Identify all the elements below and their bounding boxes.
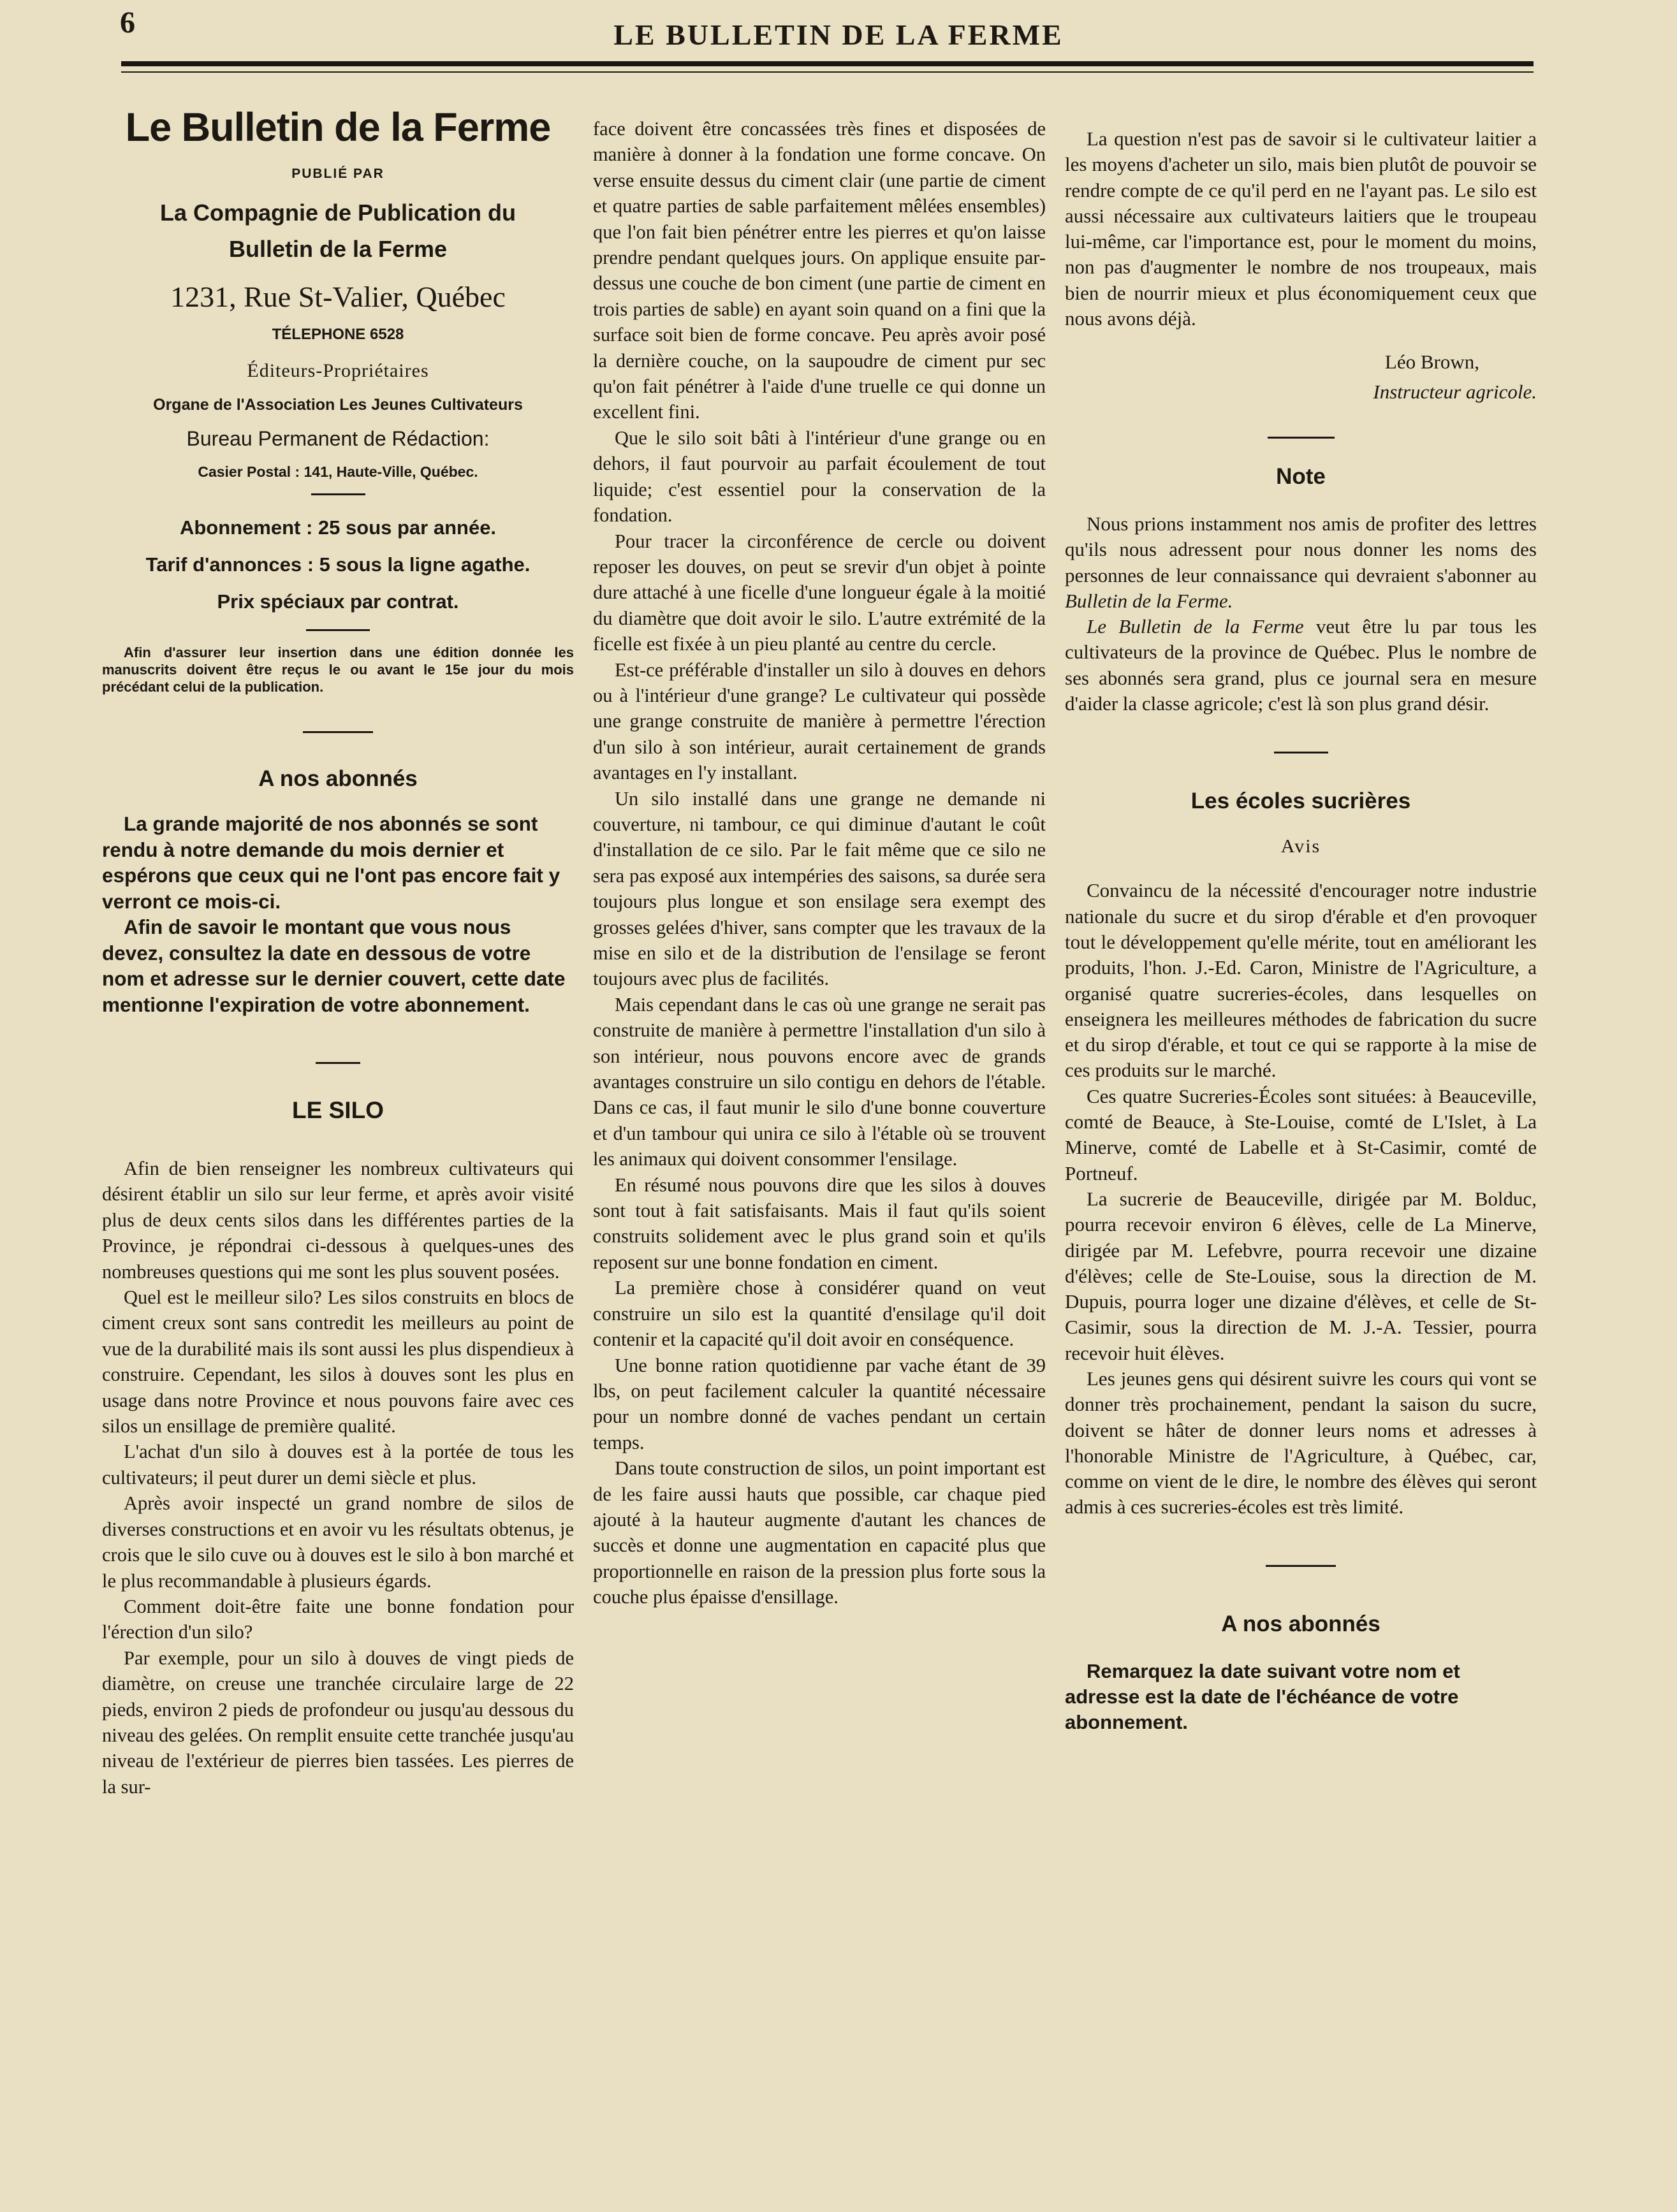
silo-paragraph: Que le silo soit bâti à l'intérieur d'une grange ou en dehors, il faut pourvoir au parfait écoulement de tout liquide; c'est essentiel pour la conservation de la fondation. <box>593 426 1046 527</box>
casier-line: Casier Postal : 141, Haute-Ville, Québec. <box>198 463 478 480</box>
silo-continuation: face doivent être concassées très fines et disposées de manière à donner à la fondation une forme concave. On verse ensuite dessus du ciment clair (une partie de ciment et quatre parties de sable parfaitement mêlées ensembles) que l'on fait bien pénétrer entre les pierres et qu'on laisse prendre pendant quelques jours. On applique ensuite par-dessus une couche de bon ciment (une partie de ciment en trois parties de sable) en ayant soin quand on a fini que la surface soit bien de forme concave. Peu après avoir posé la dernière couche, on la saupoudre de ciment pur sec qu'on fait pénétrer à l'aide d'une truelle ce qui donne un excellent fini. <box>593 118 1046 423</box>
page-number: 6 <box>120 6 135 40</box>
note-paragraph <box>1065 614 1537 717</box>
silo-paragraph: La question n'est pas de savoir si le cultivateur laitier a les moyens d'acheter un silo, mais bien plutôt de pouvoir se rendre compte de ce qu'il perd en ne l'ayant pas. Le silo est aussi nécessaire aux cultivateurs laitiers que le troupeau lui-même, car l'importance est, pour le moment du moins, non pas d'augmenter le nombre de nos troupeaux, mais bien de nourrir mieux et plus économiquement ceux que nous avons déjà. <box>1065 127 1537 330</box>
header-rule-thick <box>121 61 1534 66</box>
ecoles-paragraph: Convaincu de la nécessité d'encourager notre industrie nationale du sucre et du sirop d'érable et d'en provoquer tout le développement qu'elle mérite, tout en améliorant les produits, l'hon. J.-Ed. Caron, Ministre de l'Agriculture, a organisé quatre sucreries-écoles, dans lesquelles on enseignera les meilleures méthodes de fabrication du sucre et du sirop d'érable, et tout ce qui se rapporte à la mise de ces produits sur le marché. <box>1065 879 1537 1082</box>
note-italic: Bulletin de la Ferme. <box>1065 589 1233 612</box>
silo-paragraph: Après avoir inspecté un grand nombre de silos de diverses constructions et en avoir vu les résultats obtenus, je crois que le silo cuve ou à douves est le silo à bon marché et le plus recommandable à plusieurs égards. <box>102 1492 574 1592</box>
signature-title: Instructeur agricole. <box>1373 380 1537 403</box>
silo-paragraph: Une bonne ration quotidienne par vache étant de 39 lbs, on peut facilement calculer la quantité nécessaire pour un nombre donné de vaches pendant un certain temps. <box>593 1354 1046 1453</box>
separator <box>311 493 365 495</box>
silo-heading: LE SILO <box>292 1097 384 1123</box>
published-by: PUBLIÉ PAR <box>291 166 384 181</box>
ecoles-paragraph: Ces quatre Sucreries-Écoles sont situées: à Beauceville, comté de Beauce, à Ste-Louise, comté de L'Islet, à La Minerve, comté de Labelle et à St-Casimir, comté de Portneuf. <box>1065 1084 1537 1184</box>
deadline-notice: Afin d'assurer leur insertion dans une édition donnée les manuscrits doivent être reçus le ou avant le 15e jour du mois précédant celui de la publication. <box>102 644 574 695</box>
subscription-price: Abonnement : 25 sous par année. <box>179 516 497 539</box>
abonnes-paragraph: Afin de savoir le montant que vous nous devez, consultez la date en dessous de votre nom et adresse sur le dernier couvert, cette date mentionne l'expiration de votre abonnement. <box>102 915 566 1016</box>
silo-paragraph: Par exemple, pour un silo à douves de vingt pieds de diamètre, on creuse une tranchée circulaire large de 22 pieds, environ 2 pieds de profondeur ou jusqu'au dessous du niveau des gelées. On remplit ensuite cette tranchée jusqu'au niveau de l'extérieur de pierres bien tassées. Les pierres de la sur- <box>102 1647 574 1798</box>
column-2 <box>593 116 1046 1610</box>
silo-paragraph: Dans toute construction de silos, un point important est de les faire aussi hauts que possible, car chaque pied ajouté à la hauteur augmente d'autant les chances de succès et donne une augmentation en capacité plus que proportionnelle en raison de la pression plus forte sous la couche plus épaisse d'ensillage. <box>593 1457 1046 1608</box>
silo-paragraph: Un silo installé dans une grange ne demande ni couverture, ni tambour, ce qui diminue d'autant le coût d'installation de ce silo. Par le fait même que ce silo ne sera pas exposé aux intempéries des saisons, sa durée sera toujours plus longue et son ensilage sera exempt des grosses gelées d'hiver, sans compter que les travaux de la mise en silo et de la distribution de l'ensilage se feront toujours avec plus de facilités. <box>593 787 1046 990</box>
separator <box>1268 437 1335 439</box>
silo-paragraph: Quel est le meilleur silo? Les silos construits en blocs de ciment creux sont sans contredit les meilleurs au point de vue de la durabilité mais ils sont aussi les plus dispendieux à construire. Cependant, les silos à douves sont les plus en usage dans notre Province et nous pouvons faire avec ces silos un ensillage de première qualité. <box>102 1286 574 1437</box>
ecoles-paragraph: Les jeunes gens qui désirent suivre les cours qui vont se donner très prochainement, pendant la saison du sucre, doivent se hâter de donner leurs noms et adresses à l'honorable Ministre de l'Agriculture, à Québec, car, comme on vient de le dire, le nombre des élèves qui seront admis à ces sucreries-écoles est très limité. <box>1065 1367 1537 1518</box>
note-heading: Note <box>1276 463 1326 489</box>
silo-paragraph: Pour tracer la circonférence de cercle ou doivent reposer les douves, on peut se srevir d'un objet à pointe dure attaché à une ficelle d'une longueur égale à la moitié du diamètre que doit avoir le silo. L'autre extrémité de la ficelle est fixée à un pieu planté au centre du cercle. <box>593 530 1046 655</box>
silo-paragraph: Est-ce préférable d'installer un silo à douves en dehors ou à l'intérieur d'une grange? Le cultivateur qui possède une grange construite de manière à permettre l'érection d'un silo à son intérieur, aurait certainement de grands avantages en l'y installant. <box>593 659 1046 784</box>
note-italic: Le Bulletin de la Ferme <box>1087 615 1304 638</box>
running-title: LE BULLETIN DE LA FERME <box>613 18 1064 51</box>
abonnes2-paragraph: Remarquez la date suivant votre nom et adresse est la date de l'échéance de votre abonnement. <box>1065 1659 1460 1734</box>
organ-line: Organe de l'Association Les Jeunes Cultivateurs <box>153 396 523 414</box>
special-prices: Prix spéciaux par contrat. <box>217 590 459 613</box>
telephone: TÉLEPHONE 6528 <box>272 326 404 343</box>
company-line-1: La Compagnie de Publication du <box>159 200 516 226</box>
separator <box>1274 752 1328 753</box>
separator <box>303 731 373 733</box>
silo-paragraph: Afin de bien renseigner les nombreux cultivateurs qui désirent établir un silo sur leur ferme, et après avoir visité plus de deux cents silos dans les différentes parties de la Province, je répondrai ci-dessous à quelques-unes des nombreuses questions qui me sont les plus souvent posées. <box>102 1158 574 1283</box>
abonnes-paragraph: La grande majorité de nos abonnés se sont rendu à notre demande du mois dernier et espérons que ceux qui ne l'ont pas encore fait y verront ce mois-ci. <box>102 812 560 913</box>
separator <box>1266 1565 1336 1567</box>
abonnes2-heading: A nos abonnés <box>1221 1611 1380 1636</box>
silo-paragraph: Mais cependant dans le cas où une grange ne serait pas construite de manière à permettre l'installation d'un silo à son intérieur, nous pouvons encore avec de grands avantages construire un silo contigu en dehors de l'étable. Dans ce cas, il faut munir le silo d'une bonne couverture et d'un tambour qui unira ce silo à l'étable où se trouvent les animaux qui doivent consommer l'ensilage. <box>593 993 1046 1170</box>
header-rule-thin <box>121 71 1534 73</box>
note-text: veut être lu par tous les cultivateurs de la province de Québec. Plus le nombre de ses abonnés sera grand, plus ce journal sera en mesure d'aider la classe agricole; c'est là son plus grand désir. <box>1065 615 1537 715</box>
silo-paragraph: La première chose à considérer quand on veut construire un silo est la quantité d'ensilage qu'il doit contenir et la capacité qu'il doit avoir en conséquence. <box>593 1277 1046 1351</box>
silo-paragraph: L'achat d'un silo à douves est à la portée de tous les cultivateurs; il peut durer un demi siècle et plus. <box>102 1441 574 1488</box>
company-line-2: Bulletin de la Ferme <box>228 236 448 262</box>
separator <box>316 1062 360 1064</box>
column-1 <box>102 96 574 1800</box>
column-3 <box>1065 126 1537 1736</box>
note-text: Nous prions instamment nos amis de profiter des lettres qu'ils nous adressent pour nous donner les noms des personnes de leur connaissance qui devraient s'abonner au <box>1065 512 1537 586</box>
note-paragraph <box>1065 511 1537 614</box>
masthead-title: Le Bulletin de la Ferme <box>125 105 551 150</box>
signature-name: Léo Brown, <box>1384 351 1479 374</box>
ad-rate: Tarif d'annonces : 5 sous la ligne agathe. <box>145 553 531 576</box>
ecoles-heading: Les écoles sucrières <box>1190 789 1411 814</box>
silo-paragraph: En résumé nous pouvons dire que les silos à douves sont tout à fait satisfaisants. Mais il faut qu'ils soient construits solidement avec le plus grand soin et qu'ils reposent sur une bonne fondation en ciment. <box>593 1174 1046 1273</box>
address: 1231, Rue St-Valier, Québec <box>170 280 506 313</box>
abonnes-heading: A nos abonnés <box>258 766 418 791</box>
editors: Éditeurs-Propriétaires <box>247 360 429 381</box>
company-name <box>102 194 574 267</box>
bureau-line: Bureau Permanent de Rédaction: <box>186 427 490 450</box>
separator <box>306 629 370 631</box>
silo-paragraph: Comment doit-être faite une bonne fondation pour l'érection d'un silo? <box>102 1595 574 1643</box>
avis-subheading: Avis <box>1280 836 1321 857</box>
ecoles-paragraph: La sucrerie de Beauceville, dirigée par M. Bolduc, pourra recevoir environ 6 élèves, celle de La Minerve, dirigée par M. Lefebvre, pourra recevoir une dizaine d'élèves; celle de Ste-Louise, sous la direction de M. Dupuis, pourra loger une dizaine d'élèves, et celle de St-Casimir, sous la direction de M. J.-A. Tessier, pourra recevoir huit élèves. <box>1065 1187 1537 1364</box>
